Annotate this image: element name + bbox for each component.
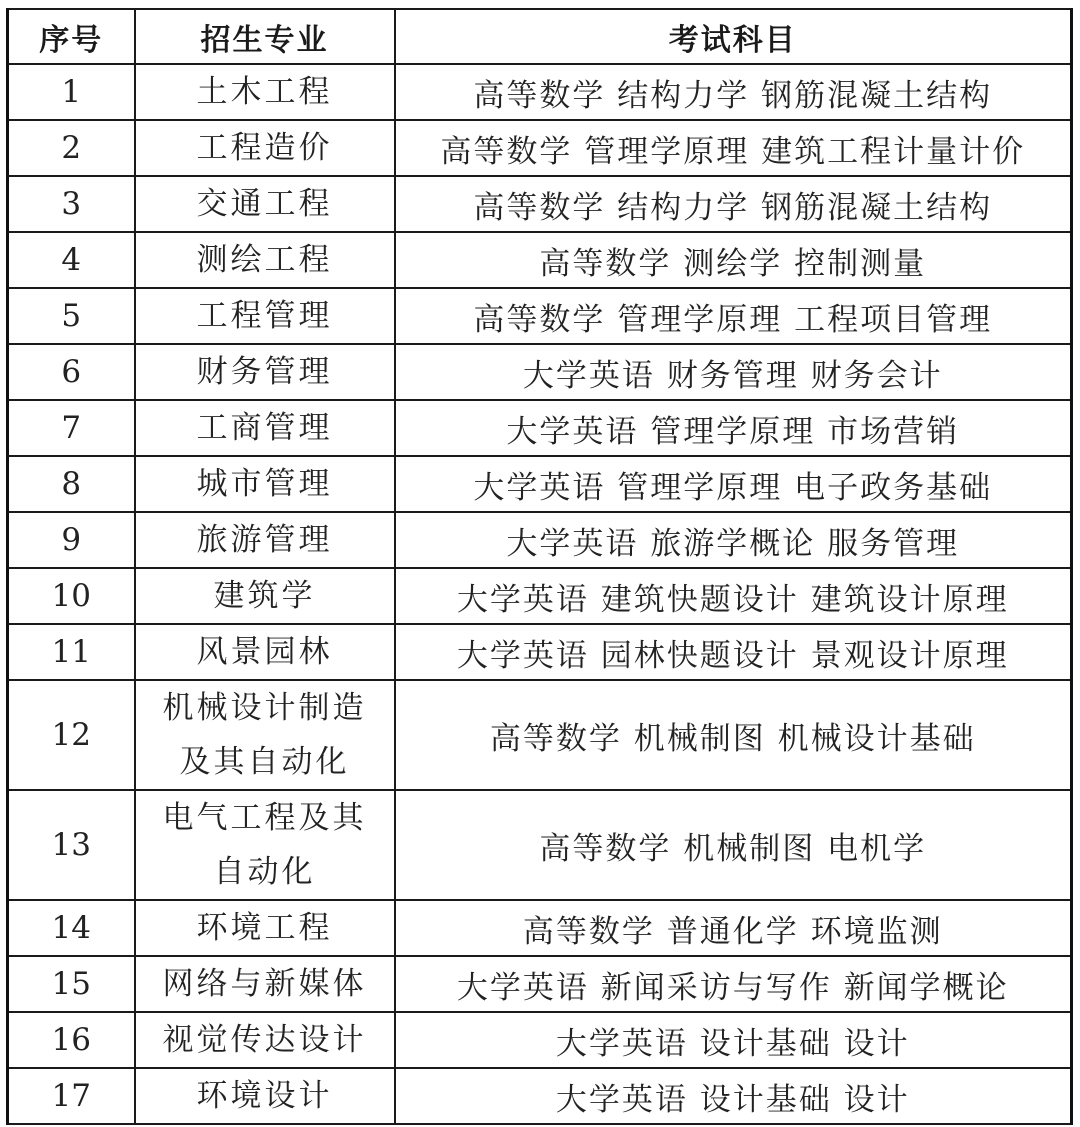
row-index: 2 (8, 120, 135, 176)
row-subjects: 高等数学 管理学原理 工程项目管理 (395, 288, 1072, 344)
table-row (8, 400, 1072, 456)
row-major: 环境工程 (135, 900, 395, 956)
table-row (8, 176, 1072, 232)
row-subjects: 大学英语 设计基础 设计 (395, 1012, 1072, 1068)
row-major: 旅游管理 (135, 512, 395, 568)
table-row (8, 680, 1072, 790)
row-major: 交通工程 (135, 176, 395, 232)
row-subjects: 高等数学 结构力学 钢筋混凝土结构 (395, 64, 1072, 120)
table-header-row (8, 9, 1072, 64)
row-major: 视觉传达设计 (135, 1012, 395, 1068)
table-row (8, 790, 1072, 900)
row-index: 16 (8, 1012, 135, 1068)
majors-exam-table (6, 8, 1073, 1125)
row-major: 工商管理 (135, 400, 395, 456)
row-index: 8 (8, 456, 135, 512)
row-major-line-2: 及其自动化 (179, 744, 350, 780)
row-index: 3 (8, 176, 135, 232)
table-row (8, 956, 1072, 1012)
row-subjects: 大学英语 新闻采访与写作 新闻学概论 (395, 956, 1072, 1012)
table-row (8, 1012, 1072, 1068)
row-index: 17 (8, 1068, 135, 1124)
header-subjects: 考试科目 (395, 9, 1072, 64)
table-row (8, 624, 1072, 680)
row-index: 7 (8, 400, 135, 456)
table-row (8, 568, 1072, 624)
row-major: 环境设计 (135, 1068, 395, 1124)
row-index: 9 (8, 512, 135, 568)
row-subjects: 大学英语 旅游学概论 服务管理 (395, 512, 1072, 568)
header-major: 招生专业 (135, 9, 395, 64)
table-row (8, 120, 1072, 176)
row-subjects: 大学英语 建筑快题设计 建筑设计原理 (395, 568, 1072, 624)
row-major: 建筑学 (135, 568, 395, 624)
row-subjects: 高等数学 机械制图 机械设计基础 (395, 680, 1072, 790)
header-index: 序号 (8, 9, 135, 64)
table-row (8, 64, 1072, 120)
row-subjects: 高等数学 结构力学 钢筋混凝土结构 (395, 176, 1072, 232)
table-row (8, 288, 1072, 344)
table-row (8, 344, 1072, 400)
row-index: 1 (8, 64, 135, 120)
row-major: 土木工程 (135, 64, 395, 120)
row-major: 城市管理 (135, 456, 395, 512)
row-major (135, 790, 395, 900)
row-index: 5 (8, 288, 135, 344)
table-row (8, 512, 1072, 568)
row-major-line-2: 自动化 (213, 854, 316, 890)
row-subjects: 大学英语 管理学原理 市场营销 (395, 400, 1072, 456)
row-subjects: 高等数学 机械制图 电机学 (395, 790, 1072, 900)
row-major: 财务管理 (135, 344, 395, 400)
row-index: 6 (8, 344, 135, 400)
row-major: 工程造价 (135, 120, 395, 176)
table-row (8, 456, 1072, 512)
row-major: 测绘工程 (135, 232, 395, 288)
table-row (8, 1068, 1072, 1124)
table-row (8, 232, 1072, 288)
row-major (135, 680, 395, 790)
row-subjects: 高等数学 测绘学 控制测量 (395, 232, 1072, 288)
row-subjects: 大学英语 管理学原理 电子政务基础 (395, 456, 1072, 512)
row-index: 4 (8, 232, 135, 288)
row-subjects: 大学英语 财务管理 财务会计 (395, 344, 1072, 400)
row-major: 工程管理 (135, 288, 395, 344)
row-index: 12 (8, 680, 135, 790)
row-index: 10 (8, 568, 135, 624)
row-subjects: 大学英语 园林快题设计 景观设计原理 (395, 624, 1072, 680)
row-major: 风景园林 (135, 624, 395, 680)
row-major-line-1: 电气工程及其 (162, 800, 367, 836)
row-major: 网络与新媒体 (135, 956, 395, 1012)
row-index: 15 (8, 956, 135, 1012)
row-index: 11 (8, 624, 135, 680)
row-subjects: 高等数学 管理学原理 建筑工程计量计价 (395, 120, 1072, 176)
row-subjects: 大学英语 设计基础 设计 (395, 1068, 1072, 1124)
table-row (8, 900, 1072, 956)
row-major-line-1: 机械设计制造 (162, 690, 367, 726)
row-index: 13 (8, 790, 135, 900)
row-subjects: 高等数学 普通化学 环境监测 (395, 900, 1072, 956)
row-index: 14 (8, 900, 135, 956)
